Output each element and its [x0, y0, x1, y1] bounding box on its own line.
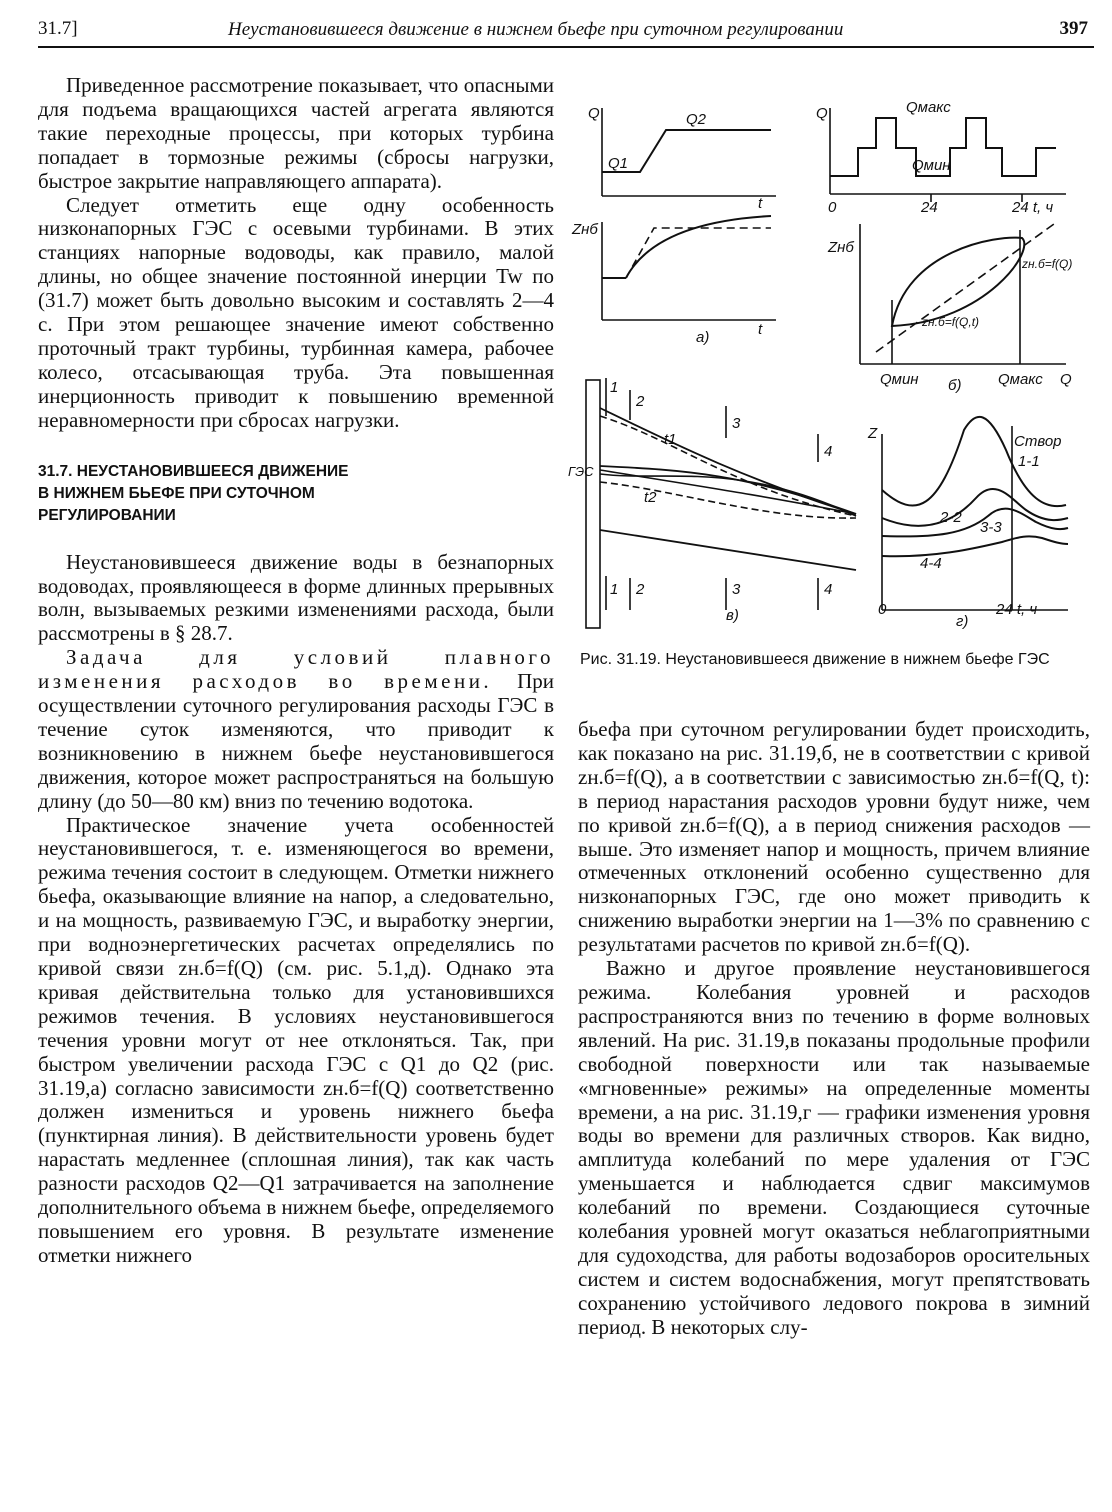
- label-Q: Q: [1060, 371, 1072, 388]
- figure-caption: Рис. 31.19. Неустановившееся движение в нижнем бьефе ГЭС: [580, 651, 1050, 668]
- paragraph: Неустановившееся движение воды в безнапорных водоводах, проявляющееся в форме длинных прерывных волн, вызываемых резкими изменениями расхода, были рассмотрены в § 28.7.: [38, 549, 554, 646]
- figure-svg: [566, 90, 1096, 635]
- label-stvor: Створ: [1014, 433, 1062, 450]
- label-24: 24: [921, 199, 938, 216]
- label-curve-fQt: zн.б=f(Q,t): [922, 315, 980, 329]
- label-ges: ГЭС: [568, 464, 594, 479]
- label-Q: Q: [588, 105, 600, 122]
- section-label-2: 2: [636, 393, 645, 410]
- label-24t: 24 t, ч: [996, 601, 1038, 618]
- label-znb: Zнб: [828, 239, 854, 256]
- label-g: г): [956, 613, 969, 630]
- river-bed: [600, 530, 856, 570]
- left-column: [38, 74, 554, 1268]
- spaced-subheading: Задача для условий плавного изменения расходов во времени.: [38, 645, 554, 694]
- label-t: t: [758, 195, 763, 212]
- section-label-4: 4: [824, 581, 833, 598]
- label-t: t: [758, 321, 763, 338]
- paragraph: Следует отметить еще одну особенность низконапорных ГЭС с осевыми турбинами. В этих станциях напорные водоводы, как правило, малой длины, но общее значение постоянной инерции Tw по (31.7) может быть довольно высоким и составлять 2—4 с. При этом решающее значение имеют собственно проточный тракт турбины, турбинная камера, рабочее колесо, отсасывающая труба. Эта повышенная инерционность приводит к повышению временной неравномерности при сбросах нагрузки.: [38, 192, 554, 432]
- stage-curve-4-4: [882, 536, 1068, 556]
- paragraph: Практическое значение учета особенностей неустановившегося, т. е. изменяющегося во времени, режима течения состоит в следующем. Отметки нижнего бьефа, оказывающие влияние на напор, а следовательно, и на мощность, развиваемую ГЭС, и выработку энергии, при водноэнергетических расчетах определялись по кривой связи zн.б=f(Q) (см. рис. 5.1,д). Однако эта кривая действительна только для установившихся режимов течения. В условиях неустановившегося течения уровни могут от нее отклоняться. Так, при быстром увеличении расхода ГЭС с Q1 до Q2 (рис. 31.19,а) согласно зависимости zн.б=f(Q) соответственно должен измениться и уровень нижнего бьефа (пунктирная линия). В действительности уровень будет нарастать медленнее (сплошная линия), так как часть разности расходов Q2—Q1 затрачивается на заполнение дополнительного объема в нижнем бьефе, определяемого повышением его уровня. В результате изменение отметки нижнего: [38, 812, 554, 1267]
- label-Qmax: Qмакс: [906, 99, 951, 116]
- right-column: [578, 718, 1090, 1340]
- section-heading-line: В НИЖНЕМ БЬЕФЕ ПРИ СУТОЧНОМ: [38, 484, 315, 502]
- loop-curve-fQt: [892, 238, 1024, 326]
- section-heading-line: РЕГУЛИРОВАНИИ: [38, 506, 176, 524]
- section-label-1: 1: [610, 379, 619, 396]
- label-Qmax: Qмакс: [998, 371, 1043, 388]
- section-label-3: 3: [732, 415, 741, 432]
- paragraph: Приведенное рассмотрение показывает, что опасными для подъема вращающихся частей агрегата являются такие переходные процессы, при которых турбина попадает в тормозные режимы (сбросы нагрузки, быстрое закрытие направляющего аппарата).: [38, 73, 554, 193]
- section-label-1: 1: [610, 581, 619, 598]
- label-Qmin: Qмин: [912, 157, 951, 174]
- paragraph: [38, 646, 554, 813]
- section-label-2: 2: [636, 581, 645, 598]
- label-curve-fQ: zн.б=f(Q): [1022, 257, 1073, 271]
- label-Q1: Q1: [608, 155, 629, 172]
- section-heading: [38, 461, 554, 527]
- paragraph: бьефа при суточном регулировании будет происходить, как показано на рис. 31.19,б, не в соответствии с кривой zн.б=f(Q), а в соответствии с зависимостью zн.б=f(Q, t): в период нарастания расходов уровни будут ниже, чем по кривой zн.б=f(Q), а в период снижения расходов — выше. Это изменяет напор и мощность, причем влияние отмеченных отклонений особенно существенно для низконапорных ГЭС, где оно может приводить к снижению выработки энергии на 1—3% по сравнению с результатами расчетов по кривой zн.б=f(Q).: [578, 717, 1090, 957]
- section-label-3: 3: [732, 581, 741, 598]
- section-label-4: 4: [824, 443, 833, 460]
- label-Q: Q: [816, 105, 828, 122]
- level-curve-solid: [626, 216, 771, 278]
- label-t1: t1: [664, 431, 677, 448]
- label-a: а): [696, 329, 710, 346]
- label-znb: Zнб: [572, 221, 598, 238]
- section-heading-line: 31.7. НЕУСТАНОВИВШЕЕСЯ ДВИЖЕНИЕ: [38, 462, 349, 480]
- label-2-2: 2-2: [940, 509, 962, 526]
- label-v: в): [726, 607, 739, 624]
- figure-31-19: [566, 90, 1096, 635]
- label-3-3: 3-3: [980, 519, 1002, 536]
- running-header: [38, 18, 1094, 48]
- label-4-4: 4-4: [920, 555, 942, 572]
- curve-fQ: [876, 224, 1054, 352]
- profile-6: [600, 470, 856, 514]
- dam-wall: [586, 380, 600, 628]
- label-24t: 24 t, ч: [1012, 199, 1054, 216]
- stage-curve-2-2: [882, 489, 1068, 526]
- stage-curve-3-3: [882, 509, 1068, 537]
- header-section-number: 31.7]: [38, 18, 78, 39]
- profile-4: [600, 474, 856, 516]
- label-1-1: 1-1: [1018, 453, 1040, 470]
- paragraph: Важно и другое проявление неустановившегося режима. Колебания уровней и расходов распространяются вниз по течению в форме волновых явлений. На рис. 31.19,в показаны продольные профили свободной поверхности или так называемые «мгновенные» режимы» на определенные моменты времени, а на рис. 31.19,г — графики изменения уровня воды во времени для различных створов. Как видно, амплитуда колебаний по мере удаления от ГЭС уменьшается и наблюдается сдвиг максимумов колебаний по времени. Создающиеся суточные колебания уровней могут оказаться неблагоприятными для судоходства, для работы водозаборов оросительных систем и систем водоснабжения, могут препятствовать сохранению устойчивого ледового покрова в зимний период. В некоторых слу-: [578, 956, 1090, 1339]
- label-Q2: Q2: [686, 111, 707, 128]
- page-number: 397: [1059, 18, 1088, 39]
- label-zero: 0: [828, 199, 837, 216]
- header-title: Неустановившееся движение в нижнем бьефе при суточном регулировании: [228, 19, 844, 40]
- label-b: б): [948, 377, 962, 394]
- label-t2: t2: [644, 489, 657, 506]
- label-Z: Z: [868, 425, 878, 442]
- label-Qmin: Qмин: [880, 371, 919, 388]
- label-zero: 0: [878, 601, 887, 618]
- paragraph-text: При осуществлении суточного регулирования расходы ГЭС в течение суток изменяются, что приводит к возникновению в нижнем бьефе неустановившегося движения, которое может распространяться на большую длину (до 50—80 км) вниз по течению водотока.: [38, 669, 555, 813]
